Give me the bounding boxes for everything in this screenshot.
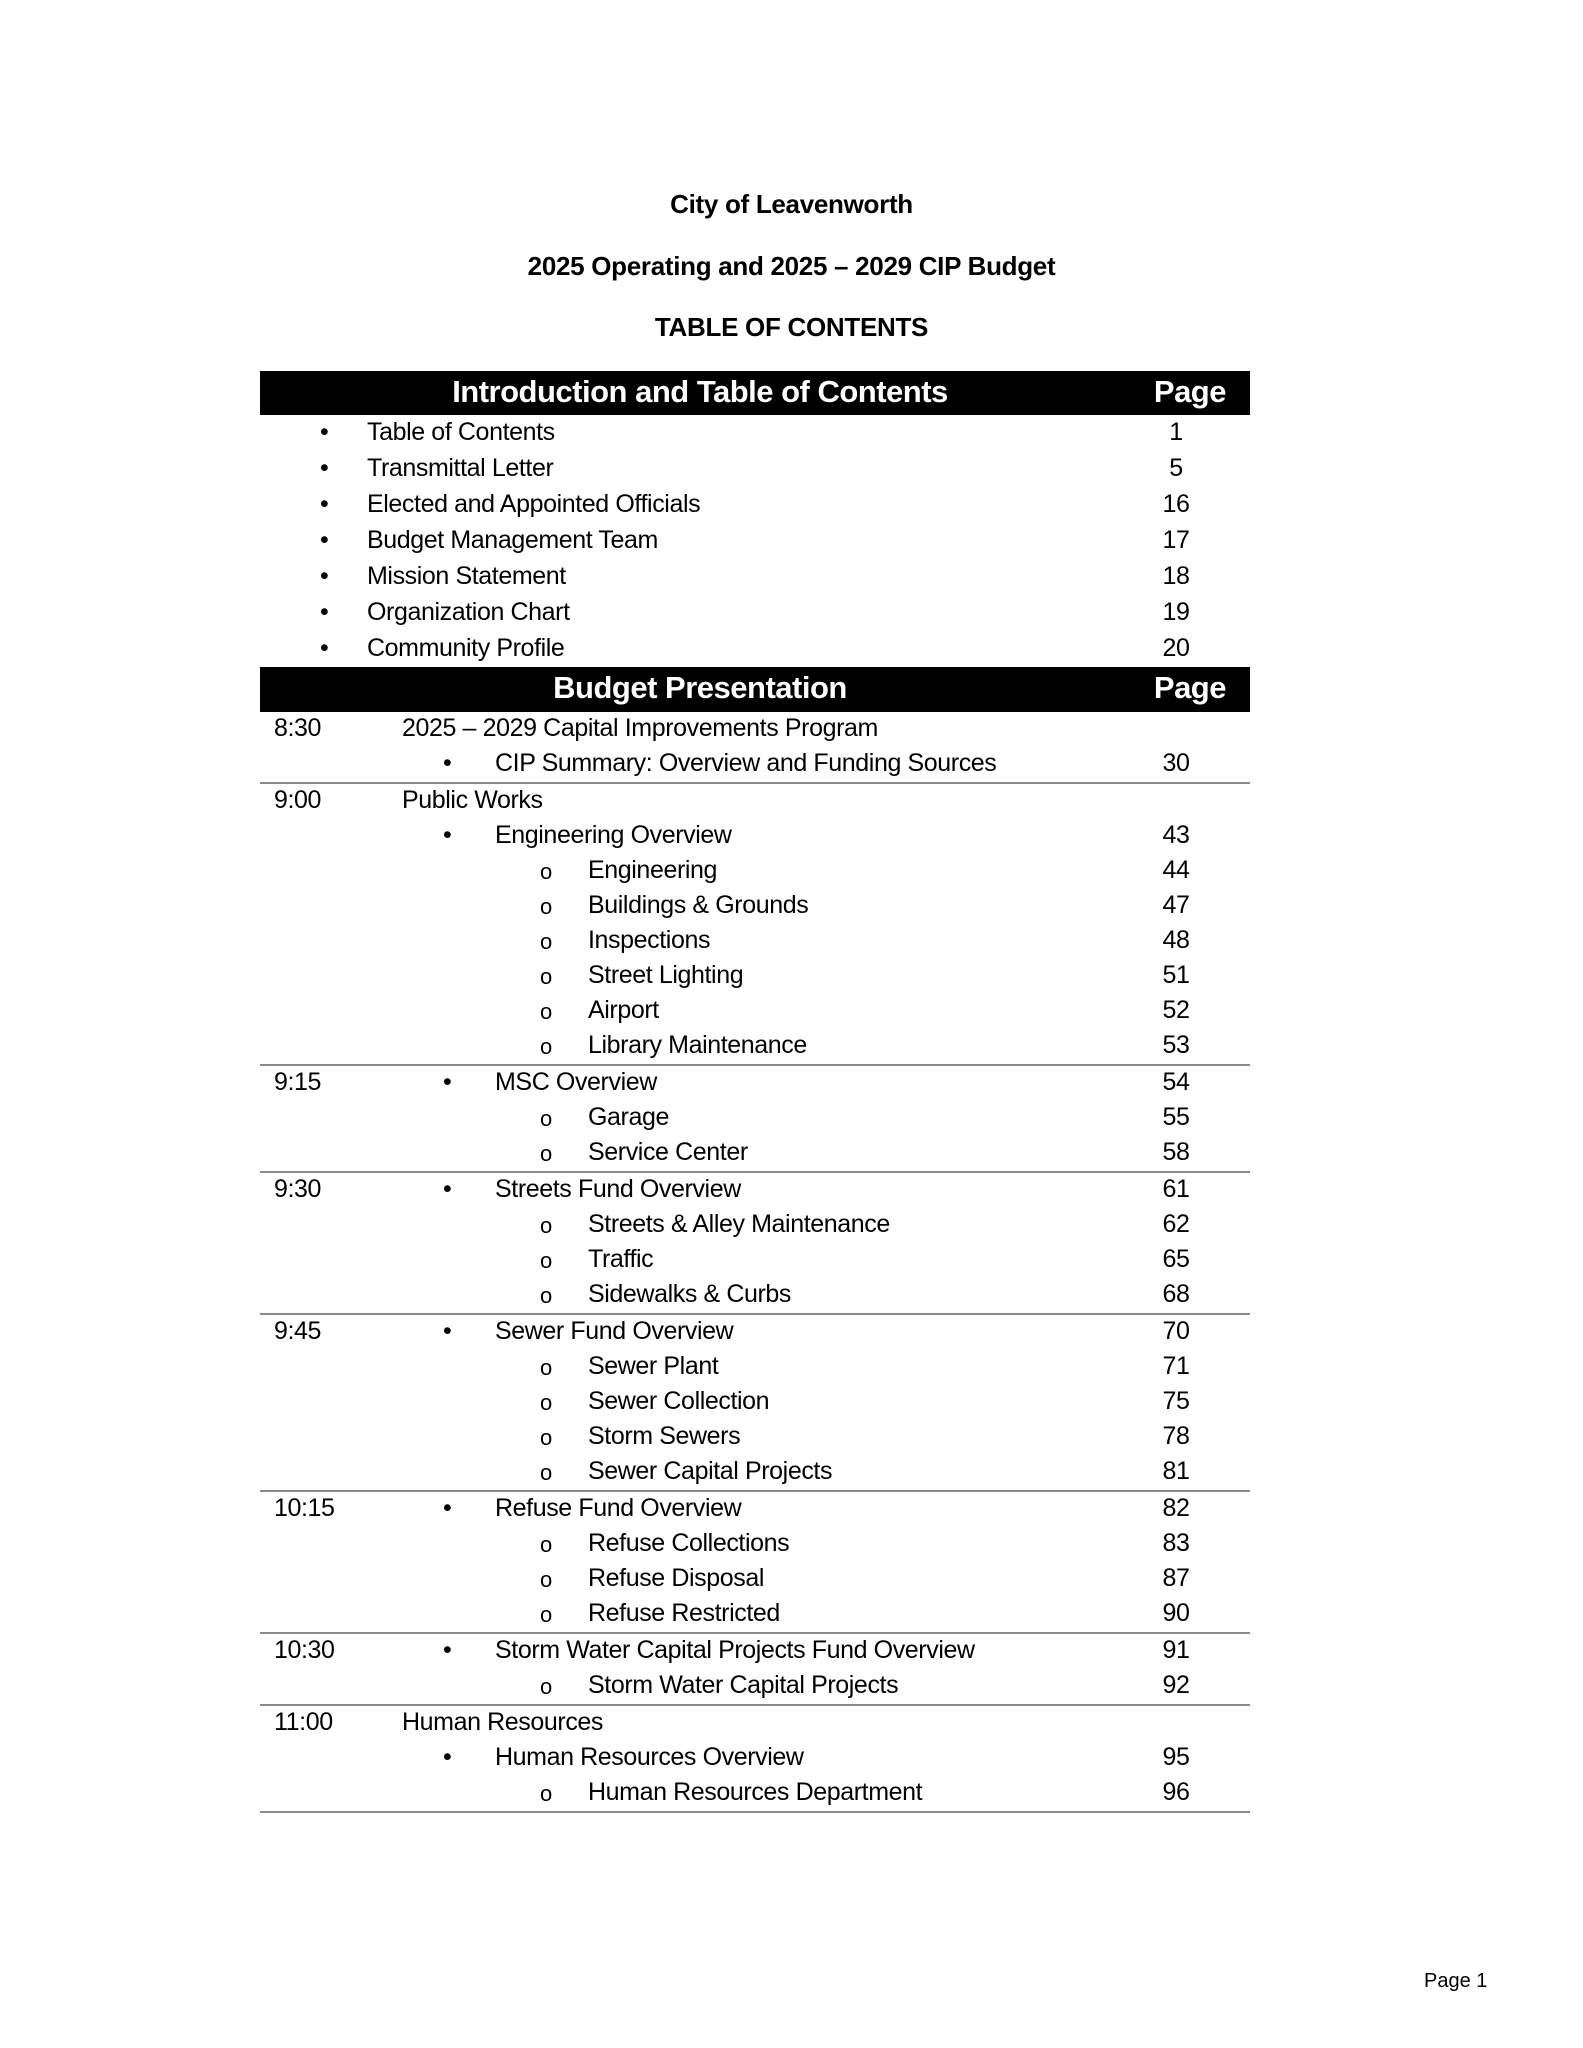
circle-bullet-icon: o xyxy=(540,1390,552,1415)
toc-entry[interactable] xyxy=(260,959,1250,994)
toc-entry[interactable] xyxy=(260,854,1250,889)
toc-entry[interactable] xyxy=(260,1208,1250,1243)
schedule-group xyxy=(260,1706,1250,1813)
toc-entry[interactable] xyxy=(260,819,1250,854)
toc-entry-page: 54 xyxy=(1162,1068,1190,1096)
toc-entry[interactable] xyxy=(260,784,1250,819)
toc-entry-page: 81 xyxy=(1162,1457,1190,1485)
bullet-icon: • xyxy=(443,1175,452,1203)
toc-subentry-label: Airport xyxy=(588,996,659,1024)
schedule-time: 10:30 xyxy=(274,1636,335,1664)
bullet-icon: • xyxy=(443,749,452,777)
toc-subentry-label: Garage xyxy=(588,1103,669,1131)
toc-entry-label: Budget Management Team xyxy=(367,526,658,554)
bullet-icon: • xyxy=(320,562,329,590)
toc-entry[interactable] xyxy=(260,1173,1250,1208)
toc-entry[interactable] xyxy=(260,1776,1250,1811)
toc-entry-page: 71 xyxy=(1162,1352,1190,1380)
toc-entry-label: Elected and Appointed Officials xyxy=(367,490,701,518)
circle-bullet-icon: o xyxy=(540,1425,552,1450)
toc-entry-page: 96 xyxy=(1162,1778,1190,1806)
schedule-time: 9:45 xyxy=(274,1317,322,1345)
toc-subentry-label: Storm Water Capital Projects xyxy=(588,1671,899,1699)
city-title: City of Leavenworth xyxy=(670,189,913,219)
toc-entry[interactable] xyxy=(260,1029,1250,1064)
schedule-group xyxy=(260,1492,1250,1634)
schedule-group xyxy=(260,1315,1250,1492)
toc-subentry-label: Human Resources Department xyxy=(588,1778,923,1806)
circle-bullet-icon: o xyxy=(540,859,552,884)
toc-subentry-label: Sewer Collection xyxy=(588,1387,770,1415)
toc-subentry-label: Inspections xyxy=(588,926,711,954)
budget-title: 2025 Operating and 2025 – 2029 CIP Budget xyxy=(527,251,1056,281)
toc-entry-page: 91 xyxy=(1162,1636,1190,1664)
toc-entry[interactable] xyxy=(260,747,1250,782)
toc-entry-label: Organization Chart xyxy=(367,598,570,626)
toc-entry[interactable] xyxy=(260,1420,1250,1455)
toc-entry-page: 58 xyxy=(1162,1138,1190,1166)
toc-title: TABLE OF CONTENTS xyxy=(654,312,929,342)
bullet-icon: • xyxy=(320,490,329,518)
toc-entry[interactable] xyxy=(260,595,1250,631)
bullet-icon: • xyxy=(320,454,329,482)
toc-entry-page: 95 xyxy=(1162,1743,1190,1771)
toc-section-label: Human Resources xyxy=(402,1708,604,1736)
toc-entry[interactable] xyxy=(260,1350,1250,1385)
toc-entry[interactable] xyxy=(260,1136,1250,1171)
toc-entry[interactable] xyxy=(260,487,1250,523)
circle-bullet-icon: o xyxy=(540,894,552,919)
intro-section-title: Introduction and Table of Contents xyxy=(452,374,948,409)
toc-entry-page: 48 xyxy=(1162,926,1190,954)
toc-entry-page: 30 xyxy=(1162,749,1190,777)
toc-subentry-label: Library Maintenance xyxy=(588,1031,807,1059)
toc-entry-label: Transmittal Letter xyxy=(367,454,554,482)
page-number-footer: Page 1 xyxy=(1424,1970,1488,1992)
toc-entry-page: 92 xyxy=(1162,1671,1190,1699)
intro-page-header: Page xyxy=(1153,374,1226,409)
toc-entry[interactable] xyxy=(260,1455,1250,1490)
toc-entry[interactable] xyxy=(260,1562,1250,1597)
toc-entry-label: Human Resources Overview xyxy=(495,1743,804,1771)
toc-entry[interactable] xyxy=(260,1597,1250,1632)
budget-section-title: Budget Presentation xyxy=(553,670,847,705)
toc-budget-section xyxy=(260,667,1250,1813)
toc-entry[interactable] xyxy=(260,559,1250,595)
toc-entry-label: Storm Water Capital Projects Fund Overview xyxy=(495,1636,975,1664)
circle-bullet-icon: o xyxy=(540,1781,552,1806)
toc-entry[interactable] xyxy=(260,523,1250,559)
toc-entry-label: Mission Statement xyxy=(367,562,566,590)
toc-entry[interactable] xyxy=(260,415,1250,451)
circle-bullet-icon: o xyxy=(540,964,552,989)
toc-subentry-label: Sidewalks & Curbs xyxy=(588,1280,792,1308)
toc-entry-page: 53 xyxy=(1162,1031,1190,1059)
bullet-icon: • xyxy=(443,1494,452,1522)
bullet-icon: • xyxy=(443,821,452,849)
toc-subentry-label: Refuse Restricted xyxy=(588,1599,780,1627)
bullet-icon: • xyxy=(443,1317,452,1345)
toc-entry[interactable] xyxy=(260,1706,1250,1741)
toc-entry[interactable] xyxy=(260,1492,1250,1527)
circle-bullet-icon: o xyxy=(540,929,552,954)
toc-section-label: 2025 – 2029 Capital Improvements Program xyxy=(402,714,878,742)
bullet-icon: • xyxy=(320,598,329,626)
toc-subentry-label: Service Center xyxy=(588,1138,748,1166)
circle-bullet-icon: o xyxy=(540,1106,552,1131)
toc-entry-page: 52 xyxy=(1162,996,1190,1024)
bullet-icon: • xyxy=(443,1743,452,1771)
toc-entry-label: CIP Summary: Overview and Funding Sources xyxy=(495,749,997,777)
circle-bullet-icon: o xyxy=(540,1460,552,1485)
schedule-group xyxy=(260,784,1250,1066)
toc-entry[interactable] xyxy=(260,1527,1250,1562)
toc-entry-page: 43 xyxy=(1162,821,1190,849)
schedule-group xyxy=(260,1173,1250,1315)
toc-intro-section xyxy=(260,371,1250,667)
schedule-time: 10:15 xyxy=(274,1494,335,1522)
toc-entry-page: 19 xyxy=(1162,598,1190,626)
circle-bullet-icon: o xyxy=(540,1602,552,1627)
toc-subentry-label: Sewer Capital Projects xyxy=(588,1457,833,1485)
toc-subentry-label: Refuse Collections xyxy=(588,1529,790,1557)
toc-entry-page: 62 xyxy=(1162,1210,1190,1238)
toc-entry-page: 78 xyxy=(1162,1422,1190,1450)
bullet-icon: • xyxy=(320,418,329,446)
toc-entry-page: 1 xyxy=(1169,418,1183,446)
toc-entry-page: 82 xyxy=(1162,1494,1190,1522)
toc-entry-page: 47 xyxy=(1162,891,1190,919)
toc-entry-page: 75 xyxy=(1162,1387,1190,1415)
toc-subentry-label: Buildings & Grounds xyxy=(588,891,809,919)
toc-entry-label: Streets Fund Overview xyxy=(495,1175,741,1203)
schedule-time: 9:15 xyxy=(274,1068,322,1096)
toc-entry-label: Refuse Fund Overview xyxy=(495,1494,742,1522)
circle-bullet-icon: o xyxy=(540,1674,552,1699)
bullet-icon: • xyxy=(320,526,329,554)
toc-subentry-label: Refuse Disposal xyxy=(588,1564,765,1592)
toc-entry-label: Community Profile xyxy=(367,634,565,662)
circle-bullet-icon: o xyxy=(540,1355,552,1380)
toc-section-label: Public Works xyxy=(402,786,543,814)
toc-entry[interactable] xyxy=(260,1278,1250,1313)
intro-list xyxy=(260,415,1250,667)
toc-entry-page: 16 xyxy=(1162,490,1190,518)
budget-page-header: Page xyxy=(1153,670,1226,705)
budget-header-bar xyxy=(260,667,1250,712)
schedule-time: 9:00 xyxy=(274,786,322,814)
toc-entry[interactable] xyxy=(260,994,1250,1029)
schedule-group xyxy=(260,1066,1250,1173)
circle-bullet-icon: o xyxy=(540,1248,552,1273)
bullet-icon: • xyxy=(443,1068,452,1096)
intro-header-bar xyxy=(260,371,1250,415)
schedule-time: 11:00 xyxy=(274,1708,333,1736)
circle-bullet-icon: o xyxy=(540,1213,552,1238)
toc-entry-page: 65 xyxy=(1162,1245,1190,1273)
toc-entry[interactable] xyxy=(260,451,1250,487)
toc-entry-page: 5 xyxy=(1169,454,1183,482)
toc-entry-page: 61 xyxy=(1162,1175,1190,1203)
bullet-icon: • xyxy=(320,634,329,662)
circle-bullet-icon: o xyxy=(540,1567,552,1592)
budget-list xyxy=(260,712,1250,1813)
bullet-icon: • xyxy=(443,1636,452,1664)
toc-entry[interactable] xyxy=(260,1066,1250,1101)
schedule-time: 8:30 xyxy=(274,714,322,742)
toc-entry[interactable] xyxy=(260,1634,1250,1669)
toc-entry[interactable] xyxy=(260,631,1250,667)
toc-entry[interactable] xyxy=(260,712,1250,747)
circle-bullet-icon: o xyxy=(540,999,552,1024)
toc-entry-page: 20 xyxy=(1162,634,1190,662)
toc-entry[interactable] xyxy=(260,1741,1250,1776)
toc-entry-label: Sewer Fund Overview xyxy=(495,1317,734,1345)
toc-entry-label: Table of Contents xyxy=(367,418,555,446)
toc-entry-label: Engineering Overview xyxy=(495,821,732,849)
toc-entry[interactable] xyxy=(260,1315,1250,1350)
toc-subentry-label: Sewer Plant xyxy=(588,1352,719,1380)
circle-bullet-icon: o xyxy=(540,1283,552,1308)
toc-entry[interactable] xyxy=(260,889,1250,924)
toc-entry[interactable] xyxy=(260,1385,1250,1420)
toc-entry-page: 70 xyxy=(1162,1317,1190,1345)
toc-entry-page: 90 xyxy=(1162,1599,1190,1627)
circle-bullet-icon: o xyxy=(540,1034,552,1059)
toc-subentry-label: Storm Sewers xyxy=(588,1422,741,1450)
toc-entry-page: 55 xyxy=(1162,1103,1190,1131)
toc-entry-page: 18 xyxy=(1162,562,1190,590)
circle-bullet-icon: o xyxy=(540,1141,552,1166)
circle-bullet-icon: o xyxy=(540,1532,552,1557)
toc-entry-page: 68 xyxy=(1162,1280,1190,1308)
toc-entry-page: 83 xyxy=(1162,1529,1190,1557)
toc-entry-page: 17 xyxy=(1162,526,1190,554)
schedule-group xyxy=(260,712,1250,784)
toc-entry[interactable] xyxy=(260,1669,1250,1704)
toc-subentry-label: Street Lighting xyxy=(588,961,744,989)
schedule-time: 9:30 xyxy=(274,1175,322,1203)
toc-entry[interactable] xyxy=(260,924,1250,959)
schedule-group xyxy=(260,1634,1250,1706)
toc-entry[interactable] xyxy=(260,1101,1250,1136)
toc-entry-label: MSC Overview xyxy=(495,1068,657,1096)
toc-subentry-label: Engineering xyxy=(588,856,718,884)
toc-entry-page: 87 xyxy=(1162,1564,1190,1592)
toc-entry-page: 44 xyxy=(1162,856,1190,884)
toc-subentry-label: Streets & Alley Maintenance xyxy=(588,1210,890,1238)
toc-entry-page: 51 xyxy=(1162,961,1190,989)
toc-entry[interactable] xyxy=(260,1243,1250,1278)
toc-subentry-label: Traffic xyxy=(588,1245,654,1273)
